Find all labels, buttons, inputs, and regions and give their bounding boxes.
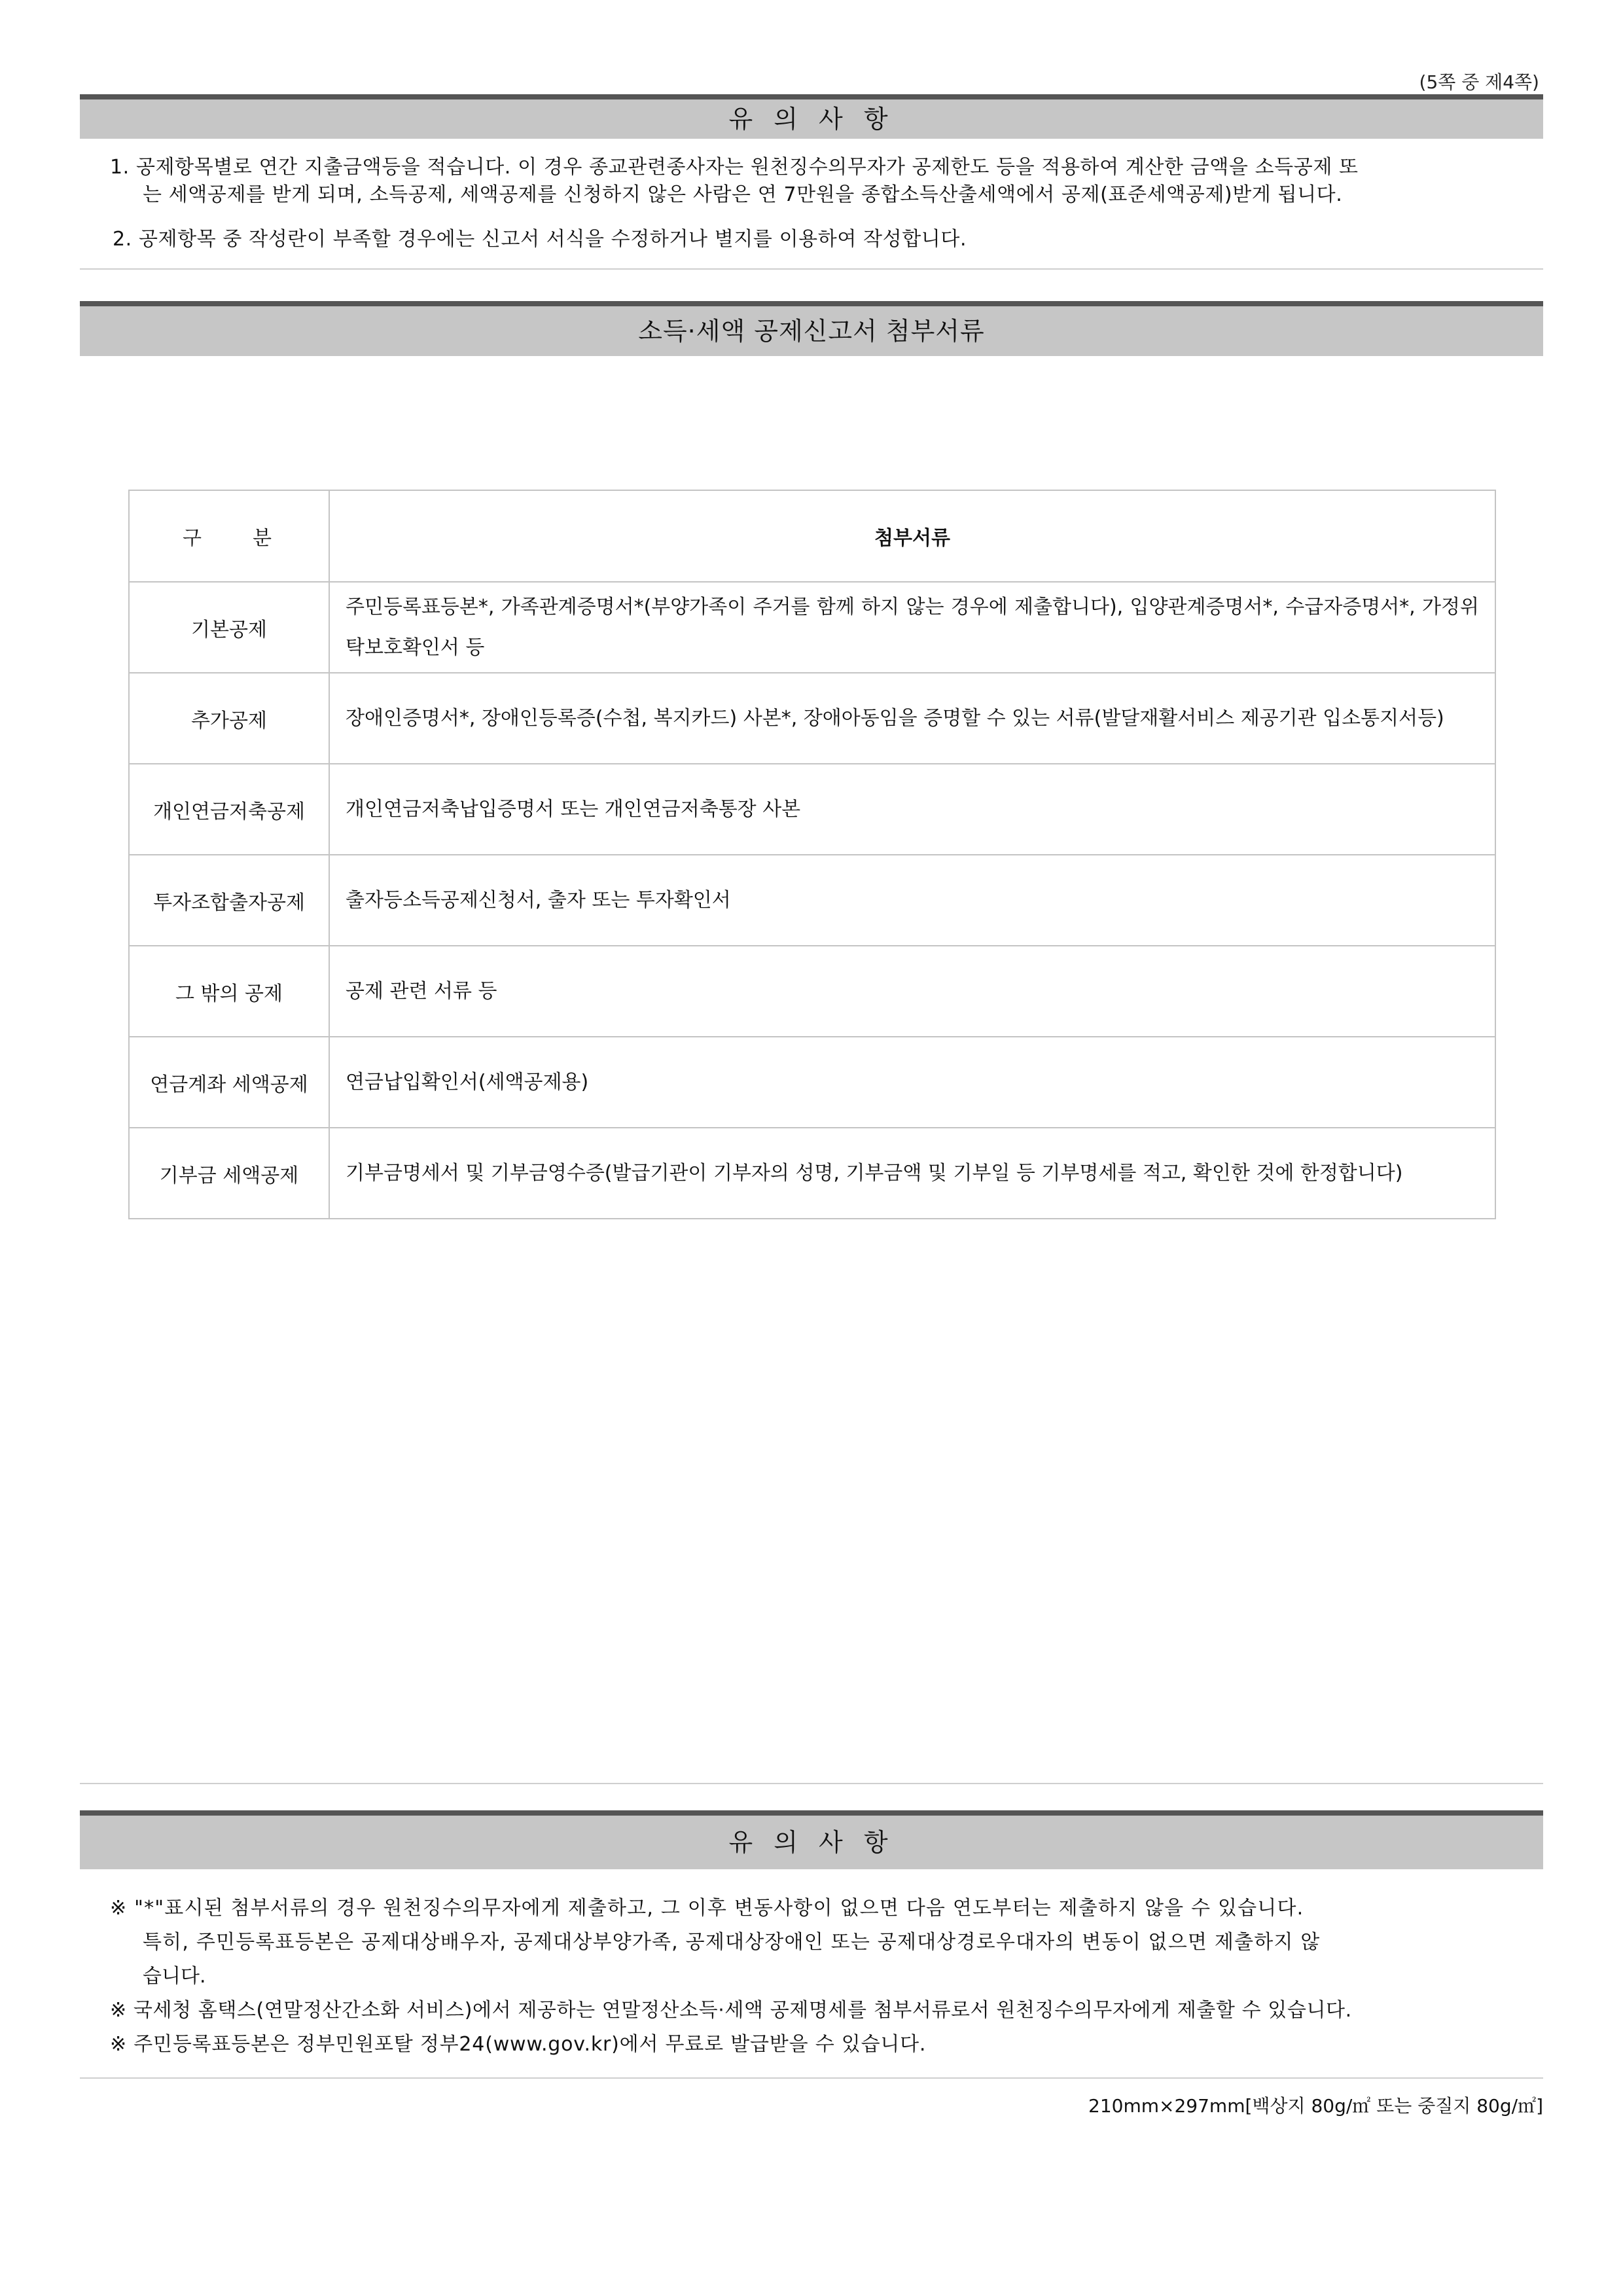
notes-top-item-2: 2. 공제항목 중 작성란이 부족할 경우에는 신고서 서식을 수정하거나 별지를 이용하여 작성합니다. (113, 228, 967, 251)
notes-top-header (80, 94, 1543, 139)
attachments-title: 소득·세액 공제신고서 첨부서류 (638, 317, 985, 346)
table-row (129, 673, 1495, 764)
row-category: 그 밖의 공제 (129, 946, 329, 1037)
table-header-row (129, 490, 1495, 582)
row-documents: 주민등록표등본*, 가족관계증명서*(부양가족이 주거를 함께 하지 않는 경우에 제출합니다), 입양관계증명서*, 수급자증명서*, 가정위탁보호확인서 등 (329, 582, 1495, 673)
divider (80, 268, 1543, 270)
table-row (129, 1128, 1495, 1219)
table-row (129, 946, 1495, 1037)
row-category: 투자조합출자공제 (129, 855, 329, 946)
table-row (129, 582, 1495, 673)
notes-bottom-item-1-line2: 특히, 주민등록표등본은 공제대상배우자, 공제대상부양가족, 공제대상장애인 또는 공제대상경로우대자의 변동이 없으면 제출하지 않 (143, 1931, 1321, 1954)
table-row (129, 855, 1495, 946)
header-documents: 첨부서류 (329, 490, 1495, 582)
row-category: 연금계좌 세액공제 (129, 1037, 329, 1128)
notes-bottom-item-3: ※ 주민등록표등본은 정부민원포탈 정부24(www.gov.kr)에서 무료로 발급받을 수 있습니다. (110, 2033, 927, 2056)
row-category: 추가공제 (129, 673, 329, 764)
notes-bottom-item-1-line1: ※ "*"표시된 첨부서류의 경우 원천징수의무자에게 제출하고, 그 이후 변동사항이 없으면 다음 연도부터는 제출하지 않을 수 있습니다. (110, 1897, 1304, 1920)
row-documents: 개인연금저축납입증명서 또는 개인연금저축통장 사본 (329, 764, 1495, 855)
table-row (129, 1037, 1495, 1128)
attachments-header (80, 301, 1543, 356)
divider (80, 1783, 1543, 1784)
notes-top-item-1-line2: 는 세액공제를 받게 되며, 소득공제, 세액공제를 신청하지 않은 사람은 연 7만원을 종합소득산출세액에서 공제(표준세액공제)받게 됩니다. (143, 183, 1343, 206)
row-documents: 공제 관련 서류 등 (329, 946, 1495, 1037)
notes-bottom-item-2: ※ 국세청 홈택스(연말정산간소화 서비스)에서 제공하는 연말정산소득·세액 공제명세를 첨부서류로서 원천징수의무자에게 제출할 수 있습니다. (110, 1999, 1352, 2022)
table-row (129, 764, 1495, 855)
row-documents: 장애인증명서*, 장애인등록증(수첩, 복지카드) 사본*, 장애아동임을 증명할 수 있는 서류(발달재활서비스 제공기관 입소통지서등) (329, 673, 1495, 764)
notes-bottom-title: 유 의 사 항 (728, 1828, 895, 1857)
notes-bottom-item-1-line3: 습니다. (143, 1965, 206, 1988)
row-documents: 출자등소득공제신청서, 출자 또는 투자확인서 (329, 855, 1495, 946)
notes-top-item-1-line1: 1. 공제항목별로 연간 지출금액등을 적습니다. 이 경우 종교관련종사자는 원천징수의무자가 공제한도 등을 적용하여 계산한 금액을 소득공제 또 (110, 156, 1359, 179)
row-category: 기본공제 (129, 582, 329, 673)
divider (80, 2077, 1543, 2079)
notes-bottom-header (80, 1810, 1543, 1869)
paper-size-note: 210mm×297mm[백상지 80g/㎡ 또는 중질지 80g/㎡] (1088, 2095, 1543, 2117)
row-documents: 기부금명세서 및 기부금영수증(발급기관이 기부자의 성명, 기부금액 및 기부일 등 기부명세를 적고, 확인한 것에 한정합니다) (329, 1128, 1495, 1219)
header-category: 구 분 (129, 490, 329, 582)
notes-top-title: 유 의 사 항 (728, 105, 895, 134)
row-documents: 연금납입확인서(세액공제용) (329, 1037, 1495, 1128)
row-category: 개인연금저축공제 (129, 764, 329, 855)
row-category: 기부금 세액공제 (129, 1128, 329, 1219)
attachments-table (128, 490, 1496, 1219)
page-indicator: (5쪽 중 제4쪽) (1419, 71, 1539, 93)
